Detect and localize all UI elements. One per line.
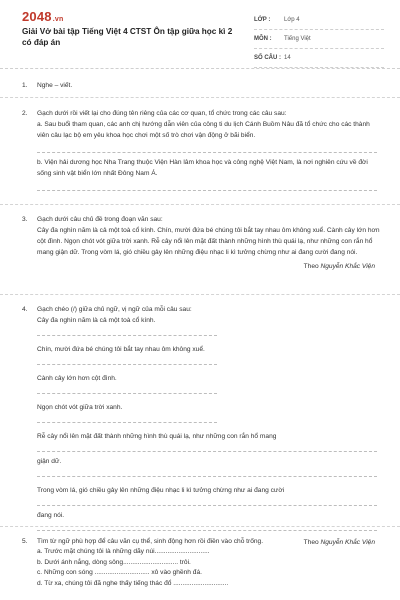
- question-prompt: Gạch dưới rồi viết lại cho đúng tên riêng của các cơ quan, tổ chức trong các câu sau:: [37, 110, 287, 117]
- answer-line[interactable]: [37, 181, 377, 191]
- header: [0, 0, 400, 62]
- separator: [0, 204, 400, 205]
- meta-row-count: [254, 52, 384, 68]
- answer-line[interactable]: [37, 467, 377, 477]
- answer-line[interactable]: [37, 326, 217, 336]
- question-prompt: Gạch dưới câu chủ đề trong đoạn văn sau:: [37, 216, 163, 223]
- separator: [0, 526, 400, 527]
- answer-line[interactable]: [37, 442, 377, 452]
- question-number: 4.: [22, 306, 28, 313]
- sentence-cont: đang nói.: [37, 512, 65, 519]
- sentence: Ngọn chót vót giữa trời xanh.: [37, 404, 123, 411]
- answer-line[interactable]: [37, 413, 217, 423]
- meta-value: Tiếng Việt: [284, 36, 311, 42]
- answer-line[interactable]: [37, 384, 217, 394]
- author-line: Theo Nguyễn Khắc Viện: [303, 539, 375, 546]
- meta-key: SỐ CÂU :: [254, 55, 281, 61]
- sentence: Cành cây lớn hơn cột đình.: [37, 375, 117, 382]
- item-b: b. Viện hải dương học Nha Trang thuộc Viện Hàn lâm khoa học và công nghệ Việt Nam, là nơi nghiên cứu về đời sống sinh vật biển lớn nhất Đông Nam Á.: [37, 159, 368, 177]
- separator: [0, 97, 400, 98]
- document-title: Giải Vở bài tập Tiếng Việt 4 CTST Ôn tập giữa học kì 2 có đáp án: [22, 27, 233, 47]
- question-number: 1.: [22, 82, 28, 89]
- question-prompt: Tìm từ ngữ phù hợp để câu văn cụ thể, sinh động hơn rồi điền vào chỗ trống.: [37, 538, 264, 545]
- fill-item-a[interactable]: a. Trước mặt chúng tôi là những dãy núi..............................: [37, 548, 210, 555]
- answer-line[interactable]: [37, 355, 217, 365]
- author-line: Theo Nguyễn Khắc Viện: [303, 263, 375, 270]
- meta-key: MÔN :: [254, 36, 272, 42]
- question-number: 2.: [22, 110, 28, 117]
- meta-row-class: [254, 14, 384, 30]
- question-number: 3.: [22, 216, 28, 223]
- sentence-cont: giận dữ.: [37, 458, 62, 465]
- fill-item-b[interactable]: b. Dưới ánh nắng, dòng sông.............................. trôi.: [37, 558, 191, 566]
- fill-item-c[interactable]: c. Những con sóng .............................. xô vào ghềnh đá.: [37, 569, 202, 576]
- author-name: Nguyễn Khắc Viện: [320, 263, 375, 270]
- sentence: Trong vòm lá, gió chiều gảy lên những điệu nhạc li kì tưởng chừng như ai đang cười: [37, 487, 285, 494]
- answer-line[interactable]: [37, 496, 377, 506]
- meta-value: 14: [284, 55, 291, 61]
- question-text: Nghe – viết.: [37, 82, 73, 89]
- meta-key: LỚP :: [254, 17, 271, 23]
- sentence: Rễ cây nổi lên mặt đất thành những hình thù quái lạ, như những con rắn hổ mang: [37, 433, 277, 440]
- question-prompt: Gạch chéo (/) giữa chủ ngữ, vị ngữ của mỗi câu sau:: [37, 306, 192, 313]
- fill-item-d[interactable]: d. Từ xa, chúng tôi đã nghe thấy tiếng thác đổ ..............................: [37, 579, 229, 587]
- meta-row-subject: [254, 33, 384, 49]
- meta-value: Lớp 4: [284, 17, 300, 23]
- answer-line[interactable]: [37, 143, 377, 153]
- passage: Cây đa nghìn năm là cả một toà cổ kính. Chín, mười đứa bé chúng tôi bắt tay nhau ôm không xuể. Cành cây lớn hơn cột đình. Ngọn chót vót giữa trời xanh. Rễ cây nổi lên mặt đất thành những hình thù quái lạ, như những con rắn hổ mang giận dữ. Trong vòm lá, gió chiều gảy lên những điệu nhạc li kì tưởng chừng như ai đang cười đang nói.: [37, 227, 380, 256]
- question-number: 5.: [22, 538, 28, 545]
- separator: [0, 294, 400, 295]
- meta-table: [254, 14, 384, 71]
- sentence: Cây đa nghìn năm là cả một toà cổ kính.: [37, 317, 156, 324]
- header-divider: [0, 68, 400, 69]
- sentence: Chín, mười đứa bé chúng tôi bắt tay nhau ôm không xuể.: [37, 346, 205, 353]
- site-logo[interactable]: 2048.vn: [22, 9, 64, 24]
- item-a: a. Sau buổi tham quan, các anh chị hướng dẫn viên của công ti du lịch Cánh Buồm Nâu đã tổ chức cho các thành viên câu lạc bộ em yêu khoa học chơi một số trò chơi vận động ở bãi biển.: [37, 121, 370, 139]
- author-name: Nguyễn Khắc Viện: [320, 539, 375, 546]
